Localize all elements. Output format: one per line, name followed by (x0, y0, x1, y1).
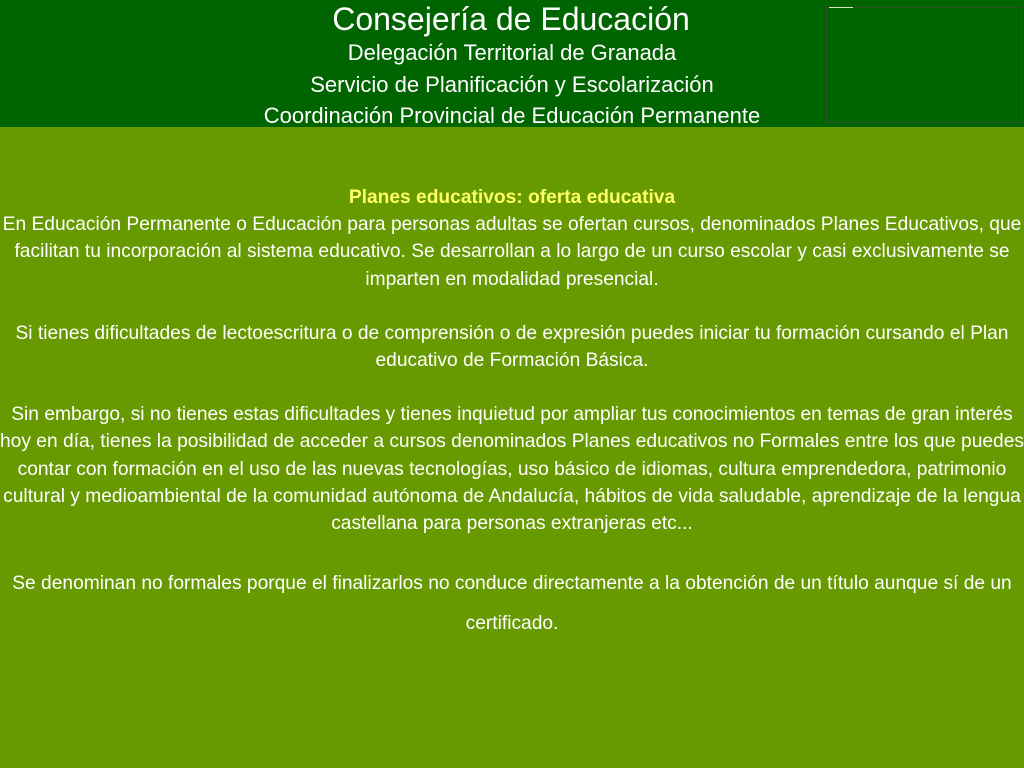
spacer (0, 293, 1024, 320)
content-title: Planes educativos: oferta educativa (348, 187, 676, 208)
logo-mark (829, 7, 853, 8)
paragraph-no-formales: Sin embargo, si no tienes estas dificultades y tienes inquietud por ampliar tus conocimientos en temas de gran interés hoy en día, tienes la posibilidad de acceder a cursos denominados Planes educativos no Formales entre los que puedes contar con formación en el uso de las nuevas tecnologías, uso básico de idiomas, cultura emprendedora, patrimonio cultural y medioambiental de la comunidad autónoma de Andalucía, hábitos de vida saludable, aprendizaje de la lengua castellana para personas extranjeras etc... (0, 404, 1024, 535)
header-banner (0, 0, 1024, 127)
header-line-servicio: Servicio de Planificación y Escolarización (310, 72, 714, 97)
header-title: Consejería de Educación (332, 1, 690, 37)
spacer (0, 374, 1024, 401)
header-line-delegacion: Delegación Territorial de Granada (347, 40, 677, 65)
paragraph-certificado: Se denominan no formales porque el finalizarlos no conduce directamente a la obtención de un título aunque sí de un certificado. (12, 573, 1012, 635)
logo-placeholder (826, 7, 1022, 123)
content-body (0, 184, 1024, 644)
paragraph-intro: En Educación Permanente o Educación para personas adultas se ofertan cursos, denominados Planes Educativos, que facilitan tu incorporación al sistema educativo. Se desarrollan a lo largo de un curso escolar y casi exclusivamente se imparten en modalidad presencial. (2, 214, 1022, 290)
header-line-coordinacion: Coordinación Provincial de Educación Permanente (263, 103, 761, 128)
spacer (0, 537, 1024, 564)
paragraph-formacion-basica: Si tienes dificultades de lectoescritura o de comprensión o de expresión puedes iniciar tu formación cursando el Plan educativo de Formación Básica. (15, 322, 1009, 372)
